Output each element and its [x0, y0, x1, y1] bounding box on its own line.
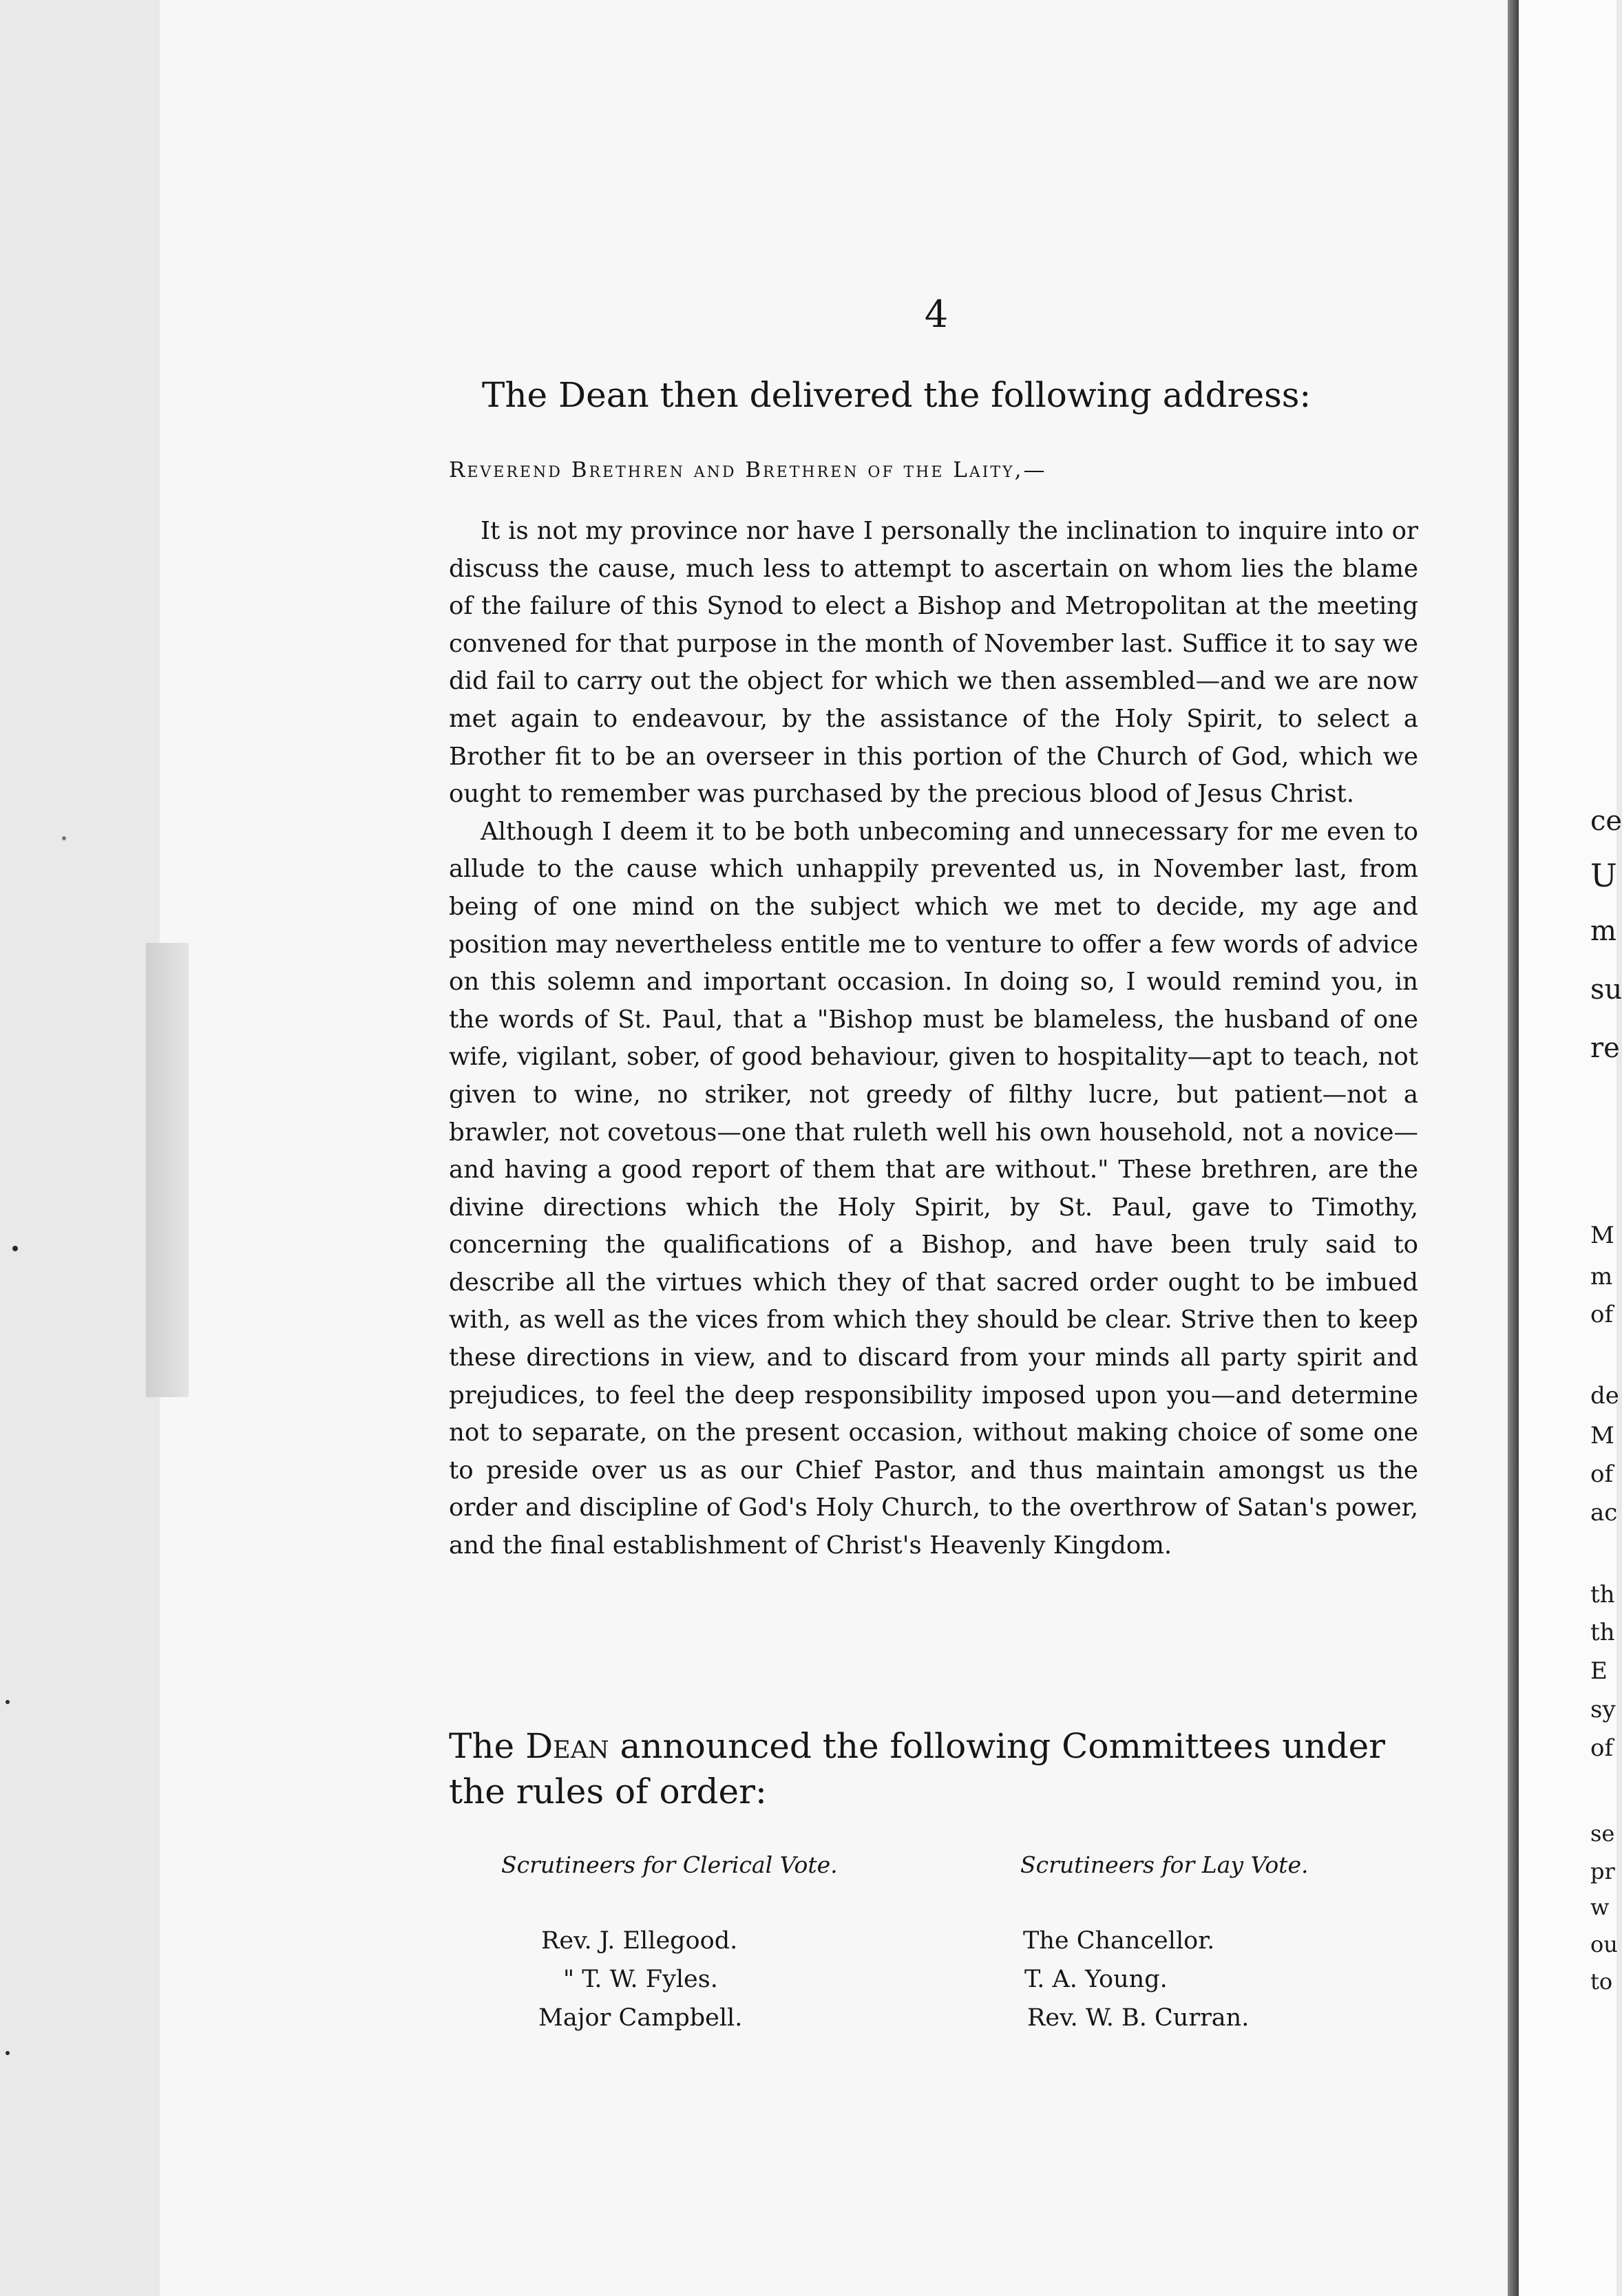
facing-page-fragment: E: [1590, 1657, 1608, 1685]
clerical-member: Major Campbell.: [538, 2004, 743, 2032]
salutation: Reverend Brethren and Brethren of the Laity,—: [449, 458, 1047, 482]
committees-heading-dean: Dean: [525, 1726, 609, 1766]
address-body: [449, 513, 1418, 1565]
committees-heading-rest: announced the following Committees under the rules of order:: [449, 1726, 1386, 1811]
facing-page-fragment: w: [1590, 1894, 1610, 1920]
scan-speck: [12, 1246, 18, 1251]
committees-heading: [449, 1723, 1418, 1814]
scan-speck: [62, 836, 66, 840]
facing-page-fragment: M: [1590, 1422, 1614, 1449]
facing-page-fragment: to: [1590, 1968, 1613, 1995]
scan-speck: [6, 1700, 10, 1704]
facing-page-fragment: th: [1590, 1581, 1615, 1608]
clerical-member: Rev. J. Ellegood.: [541, 1927, 738, 1955]
scan-speck: [6, 2051, 10, 2055]
page-gutter: [1508, 0, 1519, 2296]
facing-page-fragment: m: [1590, 1263, 1613, 1290]
facing-page-fragment: de: [1590, 1382, 1619, 1410]
facing-page-fragment: ou: [1590, 1931, 1618, 1957]
facing-page-fragment: of: [1590, 1734, 1614, 1762]
facing-page-fragment: th: [1590, 1619, 1615, 1646]
lay-member: The Chancellor.: [1023, 1927, 1215, 1955]
facing-page-fragment: of: [1590, 1301, 1614, 1328]
facing-page-fragment: of: [1590, 1460, 1614, 1488]
lay-scrutineers-title: Scrutineers for Lay Vote.: [1020, 1851, 1309, 1878]
address-heading: The Dean then delivered the following address:: [482, 375, 1312, 415]
facing-page-fragment: ce: [1590, 805, 1622, 837]
facing-page-fragment: pr: [1590, 1858, 1615, 1884]
facing-page-fragment: ac: [1590, 1499, 1618, 1527]
address-paragraph: It is not my province nor have I personally the inclination to inquire into or discuss the cause, much less to attempt to ascertain on whom lies the blame of the failure of this Synod to elect a Bishop and Metropolitan at the meeting convened for that purpose in the month of November last. Suffice it to say we did fail to carry out the object for which we then assembled—and we are now met again to endeavour, by the assistance of the Holy Spirit, to select a Brother fit to be an overseer in this portion of the Church of God, which we ought to remember was purchased by the precious blood of Jesus Christ.: [449, 517, 1418, 809]
clerical-scrutineers-title: Scrutineers for Clerical Vote.: [501, 1851, 838, 1878]
lay-member: Rev. W. B. Curran.: [1027, 2004, 1250, 2032]
clerical-member: " T. W. Fyles.: [563, 1966, 718, 1993]
facing-page-fragment: su: [1590, 974, 1622, 1006]
scan-shadow: [146, 943, 189, 1397]
facing-page-fragment: se: [1590, 1820, 1615, 1847]
facing-page-fragment: U: [1590, 857, 1617, 894]
facing-page-fragment: m: [1590, 915, 1616, 947]
committees-heading-the: The: [449, 1726, 515, 1766]
facing-page-fragment: M: [1590, 1222, 1614, 1249]
lay-member: T. A. Young.: [1024, 1966, 1168, 1993]
address-paragraph: Although I deem it to be both unbecoming and unnecessary for me even to allude to the cause which unhappily prevented us, in November last, from being of one mind on the subject which we met to decide, my age and position may nevertheless entitle me to venture to offer a few words of advice on this solemn and important occasion. In doing so, I would remind you, in the words of St. Paul, that a "Bishop must be blameless, the husband of one wife, vigilant, sober, of good behaviour, given to hospitality—apt to teach, not given to wine, no striker, not greedy of filthy lucre, but patient—not a brawler, not covetous—one that ruleth well his own household, not a novice—and having a good report of them that are without." These brethren, are the divine directions which the Holy Spirit, by St. Paul, gave to Timothy, concerning the qualifications of a Bishop, and have been truly said to describe all the virtues which they of that sacred order ought to be imbued with, as well as the vices from which they should be clear. Strive then to keep these directions in view, and to discard from your minds all party spirit and prejudices, to feel the deep responsibility imposed upon you—and determine not to separate, on the present occasion, without making choice of some one to preside over us as our Chief Pastor, and thus maintain amongst us the order and discipline of God's Holy Church, to the overthrow of Satan's power, and the final establishment of Christ's Heavenly Kingdom.: [449, 817, 1418, 1560]
facing-page-fragment: re: [1590, 1032, 1620, 1064]
page-number: 4: [924, 293, 949, 336]
facing-page-fragment: sy: [1590, 1696, 1616, 1723]
